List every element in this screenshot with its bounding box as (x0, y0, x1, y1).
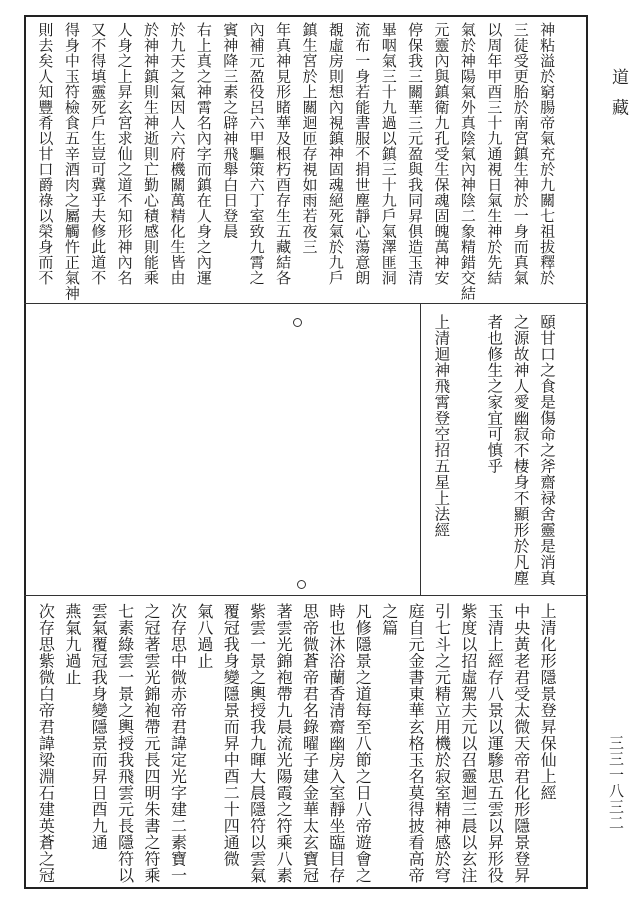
text-column: 著雲光錦袍帶九晨流光陽霞之符乘八素 (274, 603, 294, 884)
middle-panel-separator (420, 303, 421, 595)
text-column: 上清迴神飛霄登空招五星上法經 (432, 314, 451, 538)
text-column: 紫度以招虛駕夫元以召靈迴三晨以玄注 (458, 603, 478, 884)
text-column: 氣八過止 (194, 603, 214, 669)
top-panel-text (32, 22, 560, 302)
bottom-panel-text (32, 603, 560, 885)
text-column: 者也修生之家宜可慎乎 (485, 314, 504, 474)
text-column: 時也沐浴蘭香清齋幽房入室靜坐臨目存 (326, 603, 346, 884)
text-column: 次存思中微赤帝君諱定光字建二素寶一 (168, 603, 188, 884)
text-column: 氣於神陽氣外真陰氣內神陰二象精錯交結 (458, 22, 477, 301)
text-column: 又不得填靈死戶生豈可冀乎夫修此道不 (89, 22, 108, 286)
text-column: 神粘溢於窮腸帝氣充於九關七祖拔釋於 (538, 22, 557, 286)
text-column: 之源故神人愛幽寂不棲身不顯形於凡塵 (511, 314, 530, 586)
ornament-circle (293, 318, 302, 327)
text-column: 次存思紫微白帝君諱梁淵石建英蒼之冠 (36, 603, 56, 884)
text-column: 則去矣人知豐肴以甘口爵祿以榮身而不 (36, 22, 55, 286)
text-column: 右上真之神霄名內字而鎮在人身之內運 (194, 22, 213, 286)
text-column: 之篇 (379, 603, 399, 636)
text-column: 元靈內與鎮衛九孔受生保魂固魄萬神安 (432, 22, 451, 286)
text-column: 覩虛房則想內視鎮神固魂絕死氣於九戶 (326, 22, 345, 286)
text-column: 停保我三關華三元盈與我同昇俱造玉清 (406, 22, 425, 286)
text-column: 內補元盈役呂六甲驅策六丁室致九霄之 (247, 22, 266, 286)
text-column: 思帝微蒼帝君名錄曜子建金華太玄寶冠 (300, 603, 320, 884)
panel-divider-lower (24, 595, 588, 596)
text-column: 頤甘口之食是傷命之斧齋禄舍靈是消真 (538, 314, 557, 586)
text-column: 中央黃老君受太微天帝君化形隱景登昇 (511, 603, 531, 884)
running-title: 道 藏 (608, 68, 628, 120)
text-column: 於九天之氣因人六府機關萬精化生皆由 (168, 22, 187, 286)
text-column: 上清化形隱景登昇保仙上經 (538, 603, 558, 801)
text-column: 凡修隱景之道每至八節之日八帝遊會之 (353, 603, 373, 884)
text-column: 人身之上昇玄宮求仙之道不知形神內名 (115, 22, 134, 286)
text-column: 以周年甲酉三十九通視日氣生神於先結 (485, 22, 504, 286)
text-column: 賓神降三素之辟神飛舉白日登晨 (221, 22, 240, 239)
text-column: 之冠著雲光錦袍帶元長四明朱書之符乘 (142, 603, 162, 884)
text-column: 庭自元金書東華玄格玉名莫得披看高帝 (406, 603, 426, 884)
text-column: 覆冠我身變隱景而昇中酉二十四通微 (221, 603, 241, 867)
text-column: 引七斗之元精立用機於寂室精神感於穹 (432, 603, 452, 884)
text-column: 得身中玉符檢食五辛酒肉之屬觸忤正氣神 (62, 22, 81, 301)
text-column: 七素綠雲一景之輿授我飛雲元長隱符以 (115, 603, 135, 884)
text-column: 玉清上經存八景以運驂思五雲以昇形役 (485, 603, 505, 884)
text-column: 燕氣九過止 (62, 603, 82, 686)
text-column: 畢咽氣三十九過以鎮三十九戶氣澤匪洞 (379, 22, 398, 286)
ornament-circle (297, 580, 306, 589)
text-column: 流布一身若能書服不捐世塵靜心蕩意朗 (353, 22, 372, 286)
text-column: 於神神鎮則生神逝則亡勤心積感則能乘 (142, 22, 161, 286)
page-number: 三三一八三二 (607, 735, 625, 831)
text-column: 三徒受更胎於南宮鎮生神於一身而真氣 (511, 22, 530, 286)
middle-panel-text (428, 314, 560, 590)
panel-divider-upper (24, 303, 588, 304)
text-column: 鎮生宮於上關迴匝存視如雨若夜三 (300, 22, 319, 255)
text-column: 紫雲一景之輿授我九暉大晨隱符以雲氣 (247, 603, 267, 884)
text-column: 雲氣覆冠我身變隱景而昇日酉九通 (89, 603, 109, 851)
text-column: 年真神見形睹華及根朽酉存生五藏結各 (274, 22, 293, 286)
